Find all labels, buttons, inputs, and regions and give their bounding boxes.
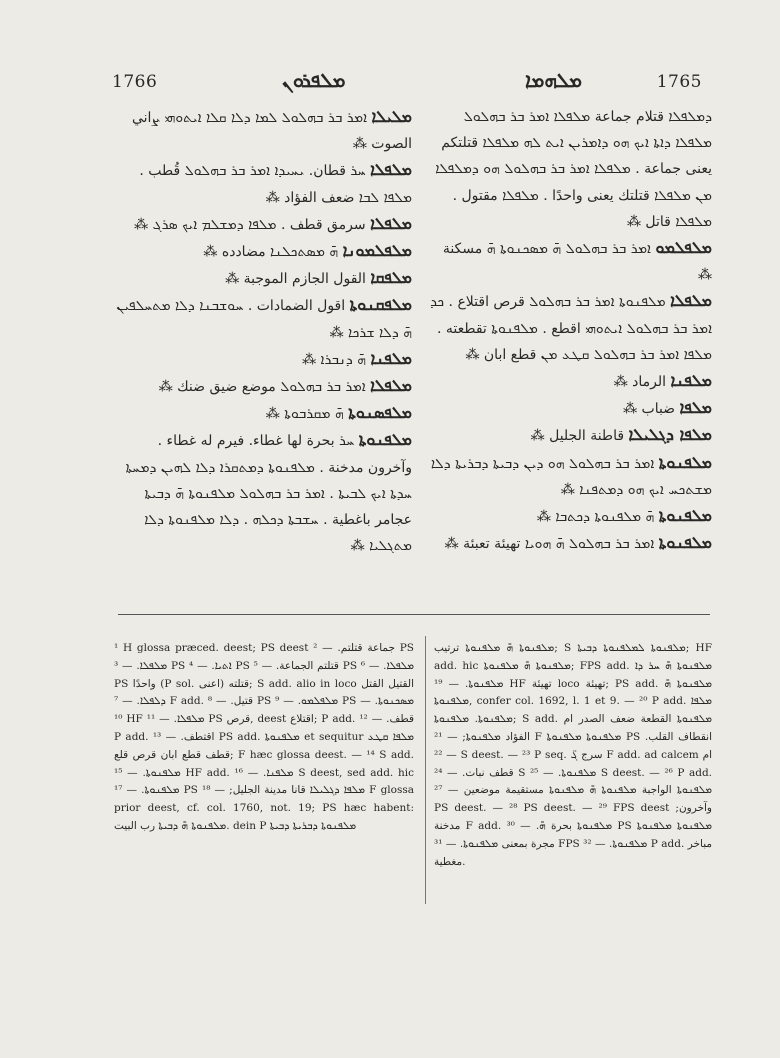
entry-text: ܚܪ بحرة لها غطاء. فيرم له غطاء . وآخرون مدخنة . ܡܠܦܢܘܬܐ ܕܡܬܩܪܐ ܕܠܐ ܠܗܝܢ ܕܡܚܬܐ ܚܕܬܐ ܐܝܟ ܠܒܝܬܐ . ܐܡܪ ܒܪ ܒܗܠܘܠ ܡܠܦܢܘܬܐ ܗ̄ ܕܒܝܬܐ عجامر باغطية . ܚܫܒܬܐ ܕܟܠܗ . ܕܠܐ ܡܠܦܢܘܬܐ ܕܠܐ ܡܬܓܠܝܐ ⁂ — [125, 433, 412, 555]
footnotes-right — [434, 640, 712, 908]
dictionary-entry — [112, 157, 412, 210]
entry-headword: ܡܠܦܩܢܘܬܐ — [349, 295, 412, 315]
entry-text: قاطنة الجليل ⁂ — [530, 428, 625, 445]
dictionary-entry — [112, 346, 412, 373]
entry-text: ܐܡܪ ܒܪ ܒܗܠܘܠ ܗ̄ ܡܣܟܢܘܬܐ ܗ̄ مسكنة ⁂ — [442, 241, 712, 284]
left-page-number: 1766 — [112, 72, 158, 92]
entry-text: الرماد ⁂ — [613, 374, 667, 391]
left-text-column — [112, 104, 412, 604]
right-text-column — [430, 104, 712, 604]
entry-headword: ܡܠܦܢܐ — [370, 348, 412, 368]
entry-text: ܗ̄ ܡܩܪܒܘܬܐ ⁂ — [265, 406, 344, 423]
entry-text: اقول الضمادات . ܚܘܫܒܢܐ ܕܠܐ ܡܬܚܠܦܝܢ ܗ̄ ܕܠܐ ܫܪܟܐ ⁂ — [116, 298, 412, 341]
footnotes-left — [114, 640, 414, 908]
entry-headword: ܡܠܦܣܢܘܬܐ — [348, 403, 412, 423]
entry-headword: ܡܠܦܠܡܘ — [655, 238, 712, 258]
entry-text: ضباب ⁂ — [623, 401, 676, 418]
right-running-head: ܡܠܗܡܐ — [524, 68, 582, 92]
entry-text: ܐܡܪ ܒܪ ܒܗܠܘܠ ܗ̄ ܗܘܝܐ تهيئة تعبئة ⁂ — [444, 536, 655, 553]
dictionary-entry — [112, 292, 412, 345]
entry-text: ܐܡܪ ܒܪ ܒܗܠܘܠ ܗܘ ܕܝܢ ܕܒܝܬܐ ܕܒܪܝܬܐ ܕܠܐ ܡܫܬܟܚ ܐܝܟ ܗܘ ܕܡܬܦܢܐ ⁂ — [430, 455, 712, 498]
entry-text: ܐܡܪ ܒܪ ܒܗܠܘܠ موضع ضيق ضنك ⁂ — [158, 379, 366, 396]
entry-headword: ܡܠܦܠܐ — [370, 213, 412, 233]
entry-text: ܡܠܦܢܘܬܐ ܐܡܪ ܒܪ ܒܗܠܘܠ قرص اقتلاع . ܟܕ ܐܡܪ ܒܪ ܒܗܠܘܠ ܐܝܬܘܗܝ اقطع . ܡܠܦܢܘܬܐ تقطعته . ܡܠܦܐ ܐܡܪ ܒܪ ܒܗܠܘܠ ܩܛܥ ܡܢ قطع ابان ⁂ — [430, 294, 712, 363]
dictionary-entry — [112, 427, 412, 559]
entry-headword: ܡܠܦܠܐ — [670, 291, 712, 311]
entry-text: ܗ̄ ܡܠܦܢܘܬܐ ܕܟܬܒܐ ⁂ — [536, 509, 655, 526]
dictionary-entry — [430, 368, 712, 395]
dictionary-entry — [112, 400, 412, 427]
dictionary-entry — [112, 238, 412, 265]
entry-text: ܗ̄ ܡܣܬܟܠܢܐ مضادده ⁂ — [203, 244, 339, 261]
footnotes-right-text: ܡܠܦܢܘܬܐ ܗ̄ ܡܠܦܢܘܬܐ ترتيب; S ܡܠܦܢܘܬܐ ܠܡܠܦܢܘܬܐ ܕܒܝܬܐ; HF add. hic ܡܠܦܢܘܬܐ ܗ̄ ܡܠܦܢܘܬܐ; FPS add. ܡܠܦܢܘܬܐ ܗ̄ ܚܪ ܕܐ ܡܠܦܢܘܬܐ. — ¹⁹ HF تهيئة loco تهيئة; PS add. ܡܠܦܢܘܬܐ ܗ̄ ܡܠܦܢܘܬܐ, confer col. 1692, l. 1 et 9. — ²⁰ P add. ܡܠܦܐ ܡܠܦܢܘܬܐ. ܡܠܦܢܘܬܐ; S add. ܡܠܦܢܘܬܐ القطعة ضعف الصدر ام الفؤاد ܡܠܦܢܘܬܐ; — ²¹ F ܡܠܦܢܘܬܐ ܡܠܦܢܘܬܐ PS انقطاف القلب. — ²² S deest. — ²³ P seq. سرج ܓ̈ F add. ad calcem ام قطف نبات. — ²⁴ S ܡܠܦܢܘܬܐ. — ²⁵ S deest. — ²⁶ P add. ܡܠܦܢܘܬܐ الواجبة ܡܠܦܢܘܬܐ ܗ̄ ܡܠܦܢܘܬܐ مستقيمة موضعين — ²⁷ PS deest. — ²⁸ PS deest. — ²⁹ FPS deest ;وآخرون مدخنة F add. ܡܠܦܢܘܬܐ بحرة ܗ̄. — ³⁰ PS ܡܠܦܢܘܬܐ ܡܠܦܢܘܬܐ مجرة بمعنى ܡܠܦܢܘܬܐ. — ³¹ FPS ܡܠܦܢܘܬܐ. — ³² P add. مباخر مغطية. — [434, 642, 712, 868]
footnote-divider — [118, 614, 710, 615]
dictionary-entry — [430, 450, 712, 503]
left-running-head: ܡܠܦܪܘܢ — [282, 68, 346, 92]
footnote-column-divider — [425, 636, 426, 904]
dictionary-entry — [112, 211, 412, 238]
dictionary-entry — [430, 503, 712, 530]
dictionary-entry — [112, 373, 412, 400]
entry-headword: ܡܠܦܢܘܬܐ — [658, 506, 712, 526]
entry-text: ܕܡܠܦܠܐ قتلام جماعة ܡܠܦܠܐ ܐܡܪ ܒܪ ܒܗܠܘܠ ܡܠܦܠܐ ܕܐܬܐ ܐܝܟ ܗܘ ܕܐܡܪܝܢ ܐܝܬ ܠܗ ܡܠܦܠܐ قتلتكم يعنى جماعة . ܡܠܦܠܐ ܐܡܪ ܒܪ ܒܗܠܘܠ ܗܘ ܕܡܠܦܠܐ ܡܢ ܡܠܦܠܐ قتلتك يعنى واحدًا . ܡܠܦܠܐ مقتول . ܡܠܦܠܐ قاتل ⁂ — [435, 109, 712, 230]
dictionary-entry — [430, 530, 712, 557]
dictionary-entry — [430, 235, 712, 288]
entry-headword: ܡܠܝܠܐ — [371, 107, 412, 126]
dictionary-entry — [112, 104, 412, 157]
entry-text: سرمق قطف . ܡܠܦܐ ܕܡܫܠܡ ܐܝܟ ܣܪܓ ⁂ — [134, 216, 366, 233]
right-page-number: 1765 — [656, 72, 702, 92]
dictionary-entry — [430, 288, 712, 368]
entry-headword: ܡܠܦܠܐ — [370, 160, 412, 180]
entry-text: ܗ̄ ܕܢܒܪܐ ⁂ — [302, 351, 367, 368]
entry-text: ܐܡܪ ܒܪ ܒܗܠܘܠ ܠܡܐ ܕܠܐ ܩܠܐ ܐܝܬܘܗܝ ܨاني الصوت ⁂ — [131, 110, 412, 153]
entry-headword: ܡܠܦܢܘܬܐ — [358, 430, 412, 450]
dictionary-entry — [430, 104, 712, 235]
entry-headword: ܡܠܦܢܘܬܐ — [658, 452, 712, 472]
entry-headword: ܡܠܦܠܡܘܢܐ — [342, 241, 412, 261]
footnotes-left-text: ¹ H glossa præced. deest; PS deest جماعة قتلتم. — ² PS ܡܠܦܠܐ. — ³ PS ܐܬܝܐ. — ⁴ PS قتلتم الجماعة. — ⁵ PS ܡܠܦܠܐ. — ⁶ PS واحدًا (P sol. اعنى) قتلته; S add. alio in loco القتيل القتل ܕܠܦܠܐ. — ⁷ F add. قتيل. — ⁸ PS ܡܠܦܠܡܘ. — ⁹ PS ܡܣܟܢܘܬܐ. — ¹⁰ HF ܡܠܦܠܐ. — ¹¹ PS قرص, deest اقتلاع; P add. قطف. — ¹² P add. اقتطف. — ¹³ PS add. ܡܠܦܢܘܬܐ et sequitur ܡܠܦܐ ܩܛܥ قطف قطع ابان قرص قلع; F hæc glossa deest. — ¹⁴ S add. ܡܠܦܢܘܬܐ. — ¹⁵ HF add. ܡܠܦܢܐ. — ¹⁶ S deest, sed add. hic ܡܠܦܢܘܬܐ. — ¹⁷ PS ܡܠܦܐ ܕܓܠܝܠܐ قانا مدينة الجليل; — ¹⁸ F glossa prior deest, cf. col. 1760, not. 19; PS hæc habent: ܡܠܦܢܘܬܐ ܗ̄ ܕܒܝܬܐ رب البيت. dein P ܡܠܦܢܘܬܐ ܕܒܪܝܬܐ ܕܒܝܬܐ — [114, 642, 414, 832]
dictionary-entry — [430, 395, 712, 422]
entry-headword: ܡܠܦܠܐ — [370, 376, 412, 396]
dictionary-entry — [112, 265, 412, 292]
entry-text: القول الجازم الموجبة ⁂ — [225, 271, 366, 288]
entry-headword: ܡܠܦܐ — [679, 398, 712, 418]
entry-headword: ܡܠܦܐ ܕܓܠܝܠܐ — [628, 425, 712, 445]
page-header — [112, 66, 702, 100]
dictionary-entry — [430, 422, 712, 449]
entry-headword: ܡܠܦܩܐ — [370, 268, 412, 288]
entry-headword: ܡܠܦܢܘܬܐ — [658, 533, 712, 553]
entry-text: ܚܪ قطان. ܝܚܝܕܐ ܐܡܪ ܒܪ ܒܗܠܘܠ قُطب . ܡܠܦܐ ܠܒܐ ضعف الفؤاد ⁂ — [139, 163, 412, 206]
entry-headword: ܡܠܦܢܐ — [670, 371, 712, 391]
